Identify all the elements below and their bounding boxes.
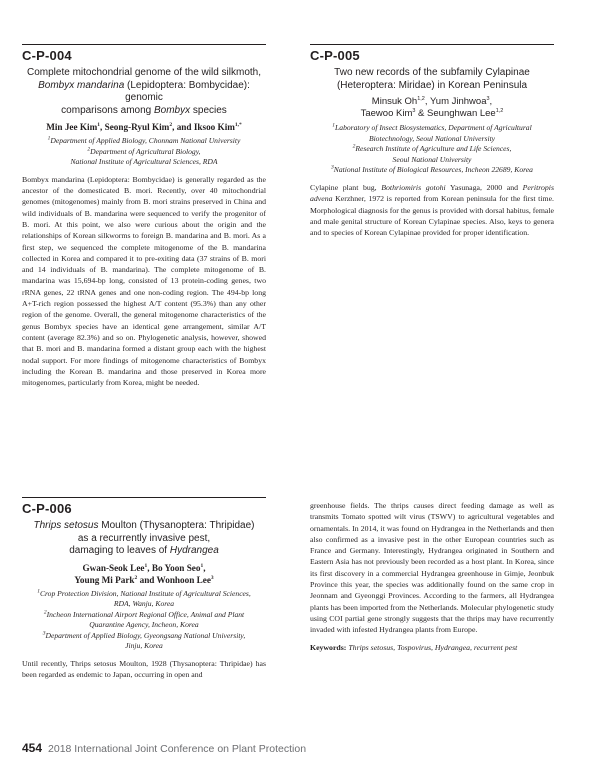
abstract-c-p-005 bbox=[310, 44, 554, 238]
abstract-code: C-P-005 bbox=[310, 48, 360, 63]
affiliations: $^1$Crop Protection Division, National Institute of Agricultural Sciences, RDA, Wanju, Korea $^2$Incheon International Airport Regional Office, Animal and Plant Quarantine Agency, Incheon, Korea $^3$Department of Applied Biology, Gyeongsang National University, Jinju, Korea bbox=[37, 587, 251, 651]
affiliations: $^1$Department of Applied Biology, Chonnam National University $^2$Department of Agricultural Biology, National Institute of Agricultural Sciences, RDA bbox=[47, 135, 241, 167]
abstract-title: Two new records of the subfamily Cylapinae (Heteroptera: Miridae) in Korean Peninsula bbox=[334, 67, 530, 91]
author-list: Minsuk Oh$^{1,2}$, Yum Jinhwoa$^3$, Taewoo Kim$^3$ & Seunghwan Lee$^{1,2}$ bbox=[360, 95, 504, 119]
conference-name: 2018 International Joint Conference on Plant Protection bbox=[48, 743, 307, 755]
abstract-title: Complete mitochondrial genome of the wild silkmoth, Bombyx mandarina (Lepidoptera: Bombycidae): genomic comparisons among Bombyx species bbox=[27, 67, 261, 116]
abstract-body: Bombyx mandarina (Lepidoptera: Bombycidae) is generally regarded as the ancestor of the domesticated B. mori. Recently, over 40 mitochondrial genomes (mitogenomes) mainly from B. mori strains preserved in China and wild individuals of B. mandarina were sequenced to verify the progenitor of B. mori. At this point, we also were curious about the origin and the relationships of Korean silkworms to foreign B. mandarina and B. mori. As a first step, we sequenced the complete mitogenome of the B. mandarina collected in Korea and compared it to pre-exiting data (37 strains of B. mori and 14 individuals of B. mandarina). The complete mitogenome of B. mandarina was 15,694-bp long, consisted of 13 protein-coding genes, two rRNA genes, 22 tRNA genes and one non-coding region. The 494-bp long A+T-rich region possessed the highest A/T content (95.3%) than any other region of the genome. Overall, the general mitogenome characteristics of the genus Bombyx species have an identical gene arrangement, similar A/T content (average 82.3%) and so on. Phylogenetic analysis, however, showed that B. mori and B. mandarina formed a distant group each with the highest nodal support. For more findings of mitogenome characteristics of Bombyx including the Korean B. mandarina and those preserved in Korea more mitogenomes, particularly from Korea, might be needed. bbox=[22, 174, 266, 388]
section-rule bbox=[22, 497, 266, 498]
abstract-c-p-006 bbox=[22, 497, 266, 681]
page-footer bbox=[22, 741, 306, 755]
section-rule bbox=[310, 44, 554, 45]
abstract-body-right: greenhouse fields. The thrips causes direct feeding damage as well as transmits Tomato spotted wilt virus (TSWV) to agricultural vegetables and ornamentals. In 2014, it was found on Hydrangea in the Netherlands and then also confirmed as a invasive pest in the other European countries such as France and Germany. Interestingly, Hydrangea originated in Southern and Eastern Asia has not previously been recorded as a host plant. In Korea, since its first discovery in a commercial Hydrangea greenhouse in Gimje, Jeonbuk Province this year, the species was additionally found on the same crop in Jeonnam and Gyeonggi Provinces. According to the farmers, all Hydrangea plants has been imported from the Netherlands. Molecular phylogenetic study using COI partial gene strongly suggests that the thrips may have recurrently invaded with infested Hydrangea plants from Europe. bbox=[310, 501, 554, 635]
abstract-c-p-006-continued bbox=[310, 500, 554, 653]
affiliations: $^1$Laboratory of Insect Biosystematics, Department of Agricultural Biotechnology, Seoul National University $^2$Research Institute of Agriculture and Life Sciences, Seoul National University $^3$National Institute of Biological Resources, Incheon 22689, Korea bbox=[331, 122, 533, 175]
abstract-c-p-004 bbox=[22, 44, 266, 388]
section-rule bbox=[22, 44, 266, 45]
keywords: Keywords: Thrips setosus, Tospovirus, Hydrangea, recurrent pest bbox=[310, 642, 518, 652]
author-list: Gwan-Seok Lee$^1$, Bo Yoon Seo$^1$, Young Mi Park$^2$ and Wonhoon Lee$^3$ bbox=[74, 562, 214, 585]
abstract-code: C-P-006 bbox=[22, 501, 72, 516]
page-number: 454 bbox=[22, 741, 43, 755]
abstract-body: Cylapine plant bug, Bothriomiris gotohi Yasunaga, 2000 and Peritropis advena Kerzhner, 1972 is reported from Korean peninsula for the first time. Morphological diagnosis for the genus is provided with dorsal habitus, female and male genital structure of Korean Cylapinae species. Also, keys to genera and to species of Korean Cylapinae provided for proper identification. bbox=[310, 182, 555, 238]
abstract-title: Thrips setosus Moulton (Thysanoptera: Thripidae) as a recurrently invasive pest, damaging to leaves of Hydrangea bbox=[33, 520, 255, 556]
abstract-code: C-P-004 bbox=[22, 48, 72, 63]
abstract-body-left: Until recently, Thrips setosus Moulton, 1928 (Thysanoptera: Thripidae) has been regarded as endemic to Japan, occurring in open and bbox=[22, 659, 266, 680]
author-list: Min Jee Kim$^1$, Seong-Ryul Kim$^2$, and Iksoo Kim$^{1,*}$ bbox=[46, 121, 242, 132]
